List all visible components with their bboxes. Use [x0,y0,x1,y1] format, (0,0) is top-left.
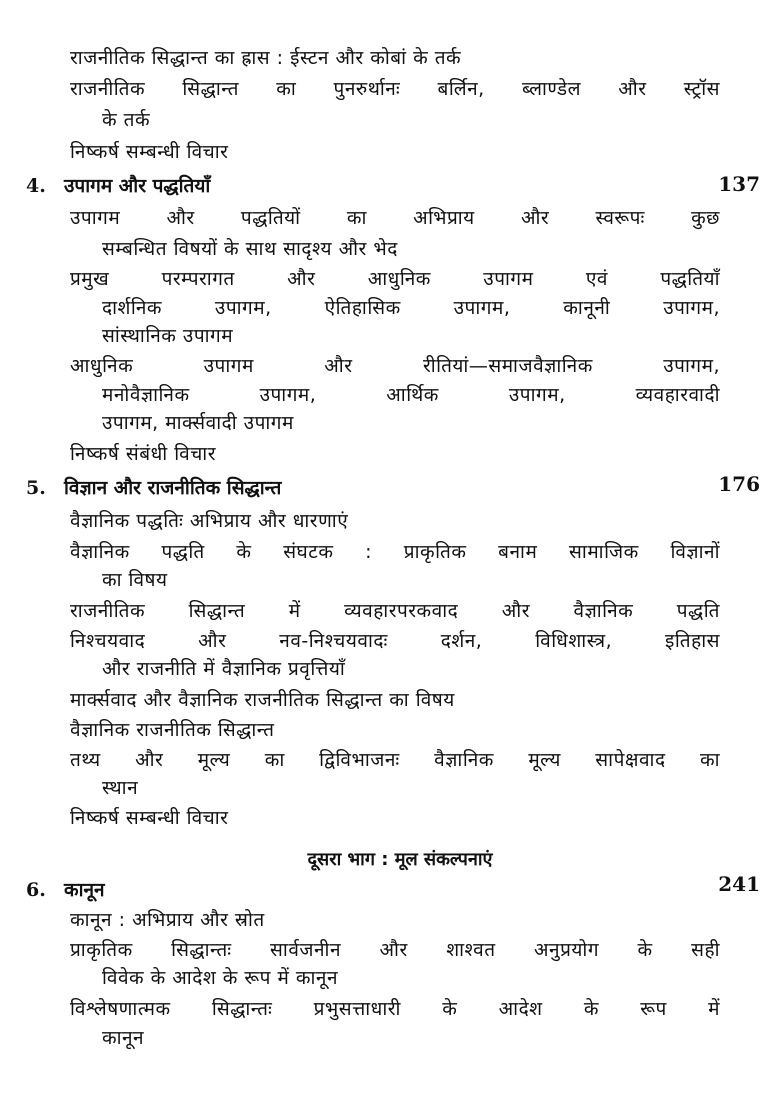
chapter-title: उपागम और पद्धतियाँ [64,175,211,197]
toc-entry: मार्क्सवाद और वैज्ञानिक राजनीतिक सिद्धान्त का विषय [70,689,455,711]
toc-entry: राजनीतिक सिद्धान्त का ह्रास : ईस्टन और कोबां के तर्क [70,47,462,69]
toc-entry-continuation: और राजनीति में वैज्ञानिक प्रवृत्तियाँ [102,658,346,680]
toc-entry-continuation: मनोवैज्ञानिक उपागम, आर्थिक उपागम, व्यवहारवादी [102,384,720,406]
toc-entry: निश्चयवाद और नव-निश्चयवादः दर्शन, विधिशास्त्र, इतिहास [70,630,720,652]
chapter-heading-6 [26,876,105,904]
toc-entry: तथ्य और मूल्य का द्विविभाजनः वैज्ञानिक मूल्य सापेक्षवाद का [70,749,720,771]
chapter-heading-5 [26,474,281,502]
toc-entry: निष्कर्ष सम्बन्धी विचार [70,807,229,829]
toc-entry: विश्लेषणात्मक सिद्धान्तः प्रभुसत्ताधारी के आदेश के रूप में [70,998,720,1020]
part-heading: दूसरा भाग : मूल संकल्पनाएं [307,849,493,870]
chapter-number: 6. [26,879,46,901]
toc-entry-continuation: का विषय [102,569,168,591]
chapter-number: 5. [26,477,46,499]
toc-entry: निष्कर्ष सम्बन्धी विचार [70,141,229,163]
chapter-title: कानून [64,879,105,901]
toc-entry-continuation: कानून [102,1027,145,1049]
toc-entry: प्रमुख परम्परागत और आधुनिक उपागम एवं पद्धतियाँ [70,268,720,290]
toc-entry: कानून : अभिप्राय और स्रोत [70,909,265,931]
toc-entry: राजनीतिक सिद्धान्त में व्यवहारपरकवाद और वैज्ञानिक पद्धति [70,600,720,622]
toc-entry: राजनीतिक सिद्धान्त का पुनरुर्थानः बर्लिन, ब्लाण्डेल और स्ट्रॉस [70,78,720,100]
toc-entry-continuation: दार्शनिक उपागम, ऐतिहासिक उपागम, कानूनी उपागम, [102,297,720,319]
toc-entry-continuation: के तर्क [102,109,151,131]
chapter-heading-4 [26,172,210,200]
toc-entry: उपागम और पद्धतियों का अभिप्राय और स्वरूपः कुछ [70,207,720,229]
toc-entry-continuation: सांस्थानिक उपागम [102,325,234,347]
chapter-number: 4. [26,175,46,197]
toc-entry: निष्कर्ष संबंधी विचार [70,443,216,465]
toc-entry-continuation: सम्बन्धित विषयों के साथ सादृश्य और भेद [102,238,398,260]
toc-entry: प्राकृतिक सिद्धान्तः सार्वजनीन और शाश्वत अनुप्रयोग के सही [70,939,720,961]
toc-entry-continuation: विवेक के आदेश के रूप में कानून [102,967,339,989]
chapter-page-number: 176 [718,472,760,496]
toc-entry-continuation: उपागम, मार्क्सवादी उपागम [102,412,294,434]
toc-entry: वैज्ञानिक पद्धति के संघटक : प्राकृतिक बनाम सामाजिक विज्ञानों [70,541,720,563]
toc-entry: वैज्ञानिक राजनीतिक सिद्धान्त [70,719,275,741]
chapter-title: विज्ञान और राजनीतिक सिद्धान्त [64,477,282,499]
toc-entry: आधुनिक उपागम और रीतियां—समाजवैज्ञानिक उपागम, [70,355,720,377]
chapter-page-number: 137 [718,172,760,196]
toc-entry: वैज्ञानिक पद्धतिः अभिप्राय और धारणाएं [70,510,349,532]
toc-entry-continuation: स्थान [102,777,139,799]
chapter-page-number: 241 [718,872,760,896]
